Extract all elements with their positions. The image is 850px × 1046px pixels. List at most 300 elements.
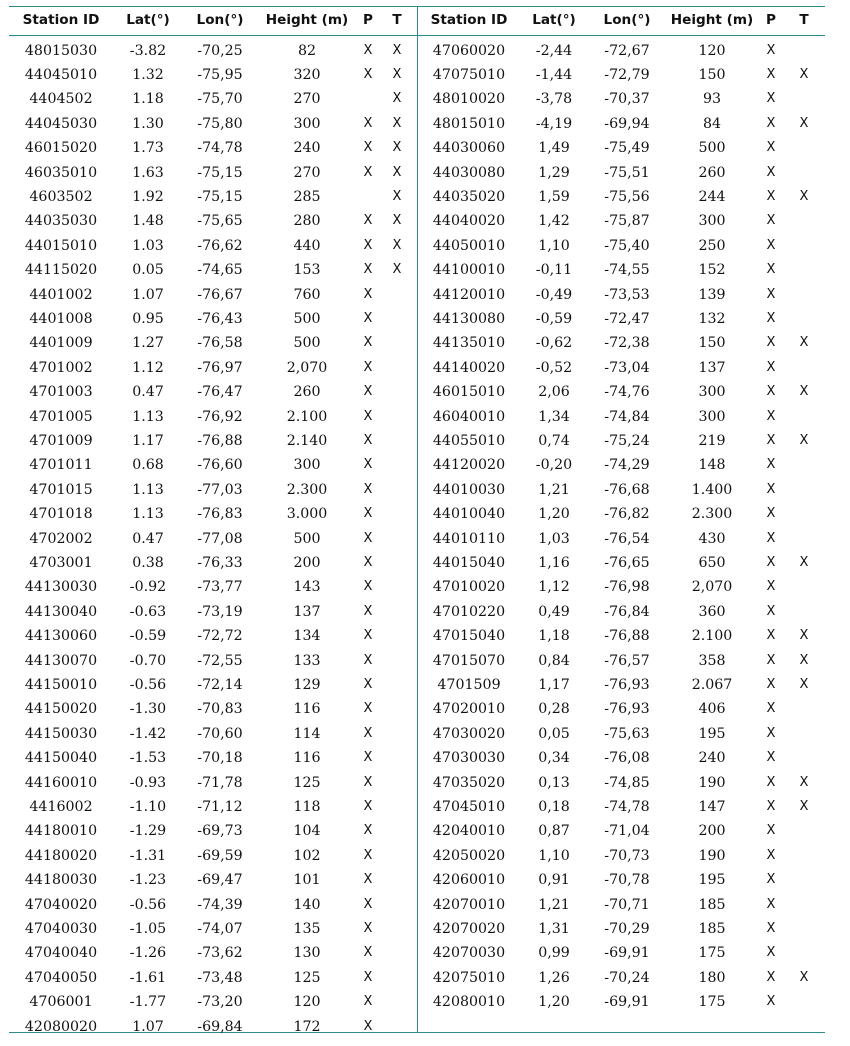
header-lat-right: Lat(°) [532, 12, 576, 28]
cell-id: 46015020 [24, 140, 98, 157]
cell-t [783, 697, 825, 721]
cell-id: 44180020 [24, 847, 98, 864]
cell-lon: -76,68 [604, 481, 650, 498]
cell-lon: -76,98 [604, 579, 650, 596]
cell-lat: -1.31 [129, 847, 167, 864]
header-lat-left: Lat(°) [126, 12, 170, 28]
cell-p: X [766, 66, 776, 82]
cell-height: 300 [698, 408, 726, 425]
cell-lon: -69,84 [197, 1018, 243, 1035]
cell-lon: -76,93 [604, 701, 650, 718]
cell-height: 114 [293, 725, 321, 742]
table-row [9, 722, 825, 746]
cell-t [783, 161, 825, 185]
cell-id: 42060010 [432, 872, 506, 889]
cell-id: 42070010 [432, 896, 506, 913]
cell-height: 104 [293, 823, 321, 840]
cell-lon: -74,85 [604, 774, 650, 791]
cell-lat: -1,44 [535, 66, 573, 83]
cell-height: 102 [293, 847, 321, 864]
cell-lon: -75,24 [604, 432, 650, 449]
cell-id: 47045010 [432, 798, 506, 815]
cell-height: 134 [293, 628, 321, 645]
cell-lat: 1.30 [132, 115, 164, 132]
cell-id: 4416002 [29, 798, 93, 815]
cell-id: 4401002 [29, 286, 93, 303]
cell-id: 47040030 [24, 920, 98, 937]
cell-lon: -75,15 [197, 188, 243, 205]
cell-p: X [766, 676, 776, 692]
cell-p: X [363, 823, 373, 839]
cell-height: 280 [293, 213, 321, 230]
table-row [9, 624, 825, 648]
cell-p: X [766, 237, 776, 253]
cell-id: 4701002 [29, 359, 93, 376]
cell-t [783, 87, 825, 111]
cell-height: 101 [293, 872, 321, 889]
cell-id: 44150020 [24, 701, 98, 718]
cell-height: 180 [698, 969, 726, 986]
cell-height: 500 [293, 310, 321, 327]
cell-lat: 0,13 [538, 774, 570, 791]
cell-p: X [766, 823, 776, 839]
cell-lon: -69,59 [197, 847, 243, 864]
header-p-left: P [363, 12, 373, 28]
cell-p: X [766, 920, 776, 936]
table-row [9, 771, 825, 795]
cell-lon: -72,67 [604, 42, 650, 59]
cell-id: 44015040 [432, 554, 506, 571]
cell-p: X [363, 66, 373, 82]
cell-lon: -74,07 [197, 920, 243, 937]
cell-lon: -73,19 [197, 603, 243, 620]
cell-id: 4702002 [29, 530, 93, 547]
cell-lon: -76,47 [197, 384, 243, 401]
cell-t: X [799, 115, 809, 131]
cell-id: 42050020 [432, 847, 506, 864]
cell-t [783, 453, 825, 477]
cell-lon: -76,82 [604, 506, 650, 523]
cell-lat: -0,20 [535, 457, 573, 474]
cell-p: X [363, 579, 373, 595]
cell-p: X [363, 750, 373, 766]
cell-id: 44140020 [432, 359, 506, 376]
cell-lat: 1.73 [132, 140, 164, 157]
cell-height: 150 [698, 66, 726, 83]
cell-id: 47015070 [432, 652, 506, 669]
cell-lat: 1,49 [538, 140, 570, 157]
cell-lon: -71,04 [604, 823, 650, 840]
cell-id: 44130040 [24, 603, 98, 620]
cell-lon: -75,40 [604, 237, 650, 254]
cell-lat: -1.26 [129, 945, 167, 962]
cell-id: 44030080 [432, 164, 506, 181]
header-height-right: Height (m) [670, 12, 754, 28]
cell-lon: -70,73 [604, 847, 650, 864]
cell-p: X [363, 262, 373, 278]
cell-lat: -0,52 [535, 359, 573, 376]
header-lon-right: Lon(°) [603, 12, 651, 28]
cell-height: 129 [293, 676, 321, 693]
cell-id: 44035030 [24, 213, 98, 230]
cell-id: 4701509 [437, 676, 501, 693]
cell-lat: 1,10 [538, 847, 570, 864]
cell-lon: -69,91 [604, 994, 650, 1011]
cell-height: 2.140 [286, 432, 328, 449]
cell-t: X [392, 237, 402, 253]
cell-height: 116 [293, 750, 321, 767]
cell-height: 500 [293, 335, 321, 352]
table-row [9, 380, 825, 404]
cell-lat: -1.53 [129, 750, 167, 767]
cell-lon: -73,53 [604, 286, 650, 303]
cell-height: 200 [293, 554, 321, 571]
cell-id: 48015010 [432, 115, 506, 132]
cell-lon: -69,91 [604, 945, 650, 962]
cell-id: 4701011 [29, 457, 93, 474]
cell-height: 125 [293, 969, 321, 986]
cell-id: 44120020 [432, 457, 506, 474]
cell-p: X [766, 750, 776, 766]
cell-t [783, 844, 825, 868]
cell-lat: 1.12 [132, 359, 164, 376]
cell-p: X [363, 603, 373, 619]
cell-lon: -72,14 [197, 676, 243, 693]
table-row [9, 209, 825, 233]
cell-lon: -73,48 [197, 969, 243, 986]
cell-t [783, 600, 825, 624]
cell-p: X [363, 335, 373, 351]
cell-p: X [766, 384, 776, 400]
cell-lat: 0,49 [538, 603, 570, 620]
cell-height: 240 [293, 140, 321, 157]
cell-id: 4603502 [29, 188, 93, 205]
cell-p: X [363, 408, 373, 424]
cell-id: 44050010 [432, 237, 506, 254]
table-row [9, 63, 825, 87]
table-row [9, 819, 825, 843]
cell-lon: -71,12 [197, 798, 243, 815]
cell-height: 3.000 [286, 506, 328, 523]
cell-p: X [766, 872, 776, 888]
cell-id: 48015030 [24, 42, 98, 59]
cell-t [783, 39, 825, 63]
cell-id: 47010220 [432, 603, 506, 620]
table-row [9, 453, 825, 477]
cell-height: 650 [698, 554, 726, 571]
cell-height: 153 [293, 262, 321, 279]
cell-lat: 1.13 [132, 481, 164, 498]
cell-lon: -74,65 [197, 262, 243, 279]
cell-p: X [363, 115, 373, 131]
cell-id: 47020010 [432, 701, 506, 718]
table-row [9, 429, 825, 453]
cell-p: X [363, 457, 373, 473]
cell-p: X [363, 140, 373, 156]
cell-lat: 0,28 [538, 701, 570, 718]
cell-lat: 0,34 [538, 750, 570, 767]
cell-id: 4401008 [29, 310, 93, 327]
cell-lat: 1.13 [132, 408, 164, 425]
cell-p: X [766, 603, 776, 619]
cell-lat: 1.03 [132, 237, 164, 254]
cell-height: 2,070 [286, 359, 328, 376]
cell-t [379, 1015, 415, 1039]
cell-t: X [799, 798, 809, 814]
cell-lon: -75,51 [604, 164, 650, 181]
cell-lon: -76,88 [604, 628, 650, 645]
cell-height: 406 [698, 701, 726, 718]
cell-lon: -76,58 [197, 335, 243, 352]
cell-t: X [799, 969, 809, 985]
cell-p: X [766, 164, 776, 180]
cell-lon: -76,08 [604, 750, 650, 767]
cell-height: 120 [698, 42, 726, 59]
cell-t [783, 502, 825, 526]
cell-lat: 0.05 [132, 262, 164, 279]
cell-p: X [766, 115, 776, 131]
cell-id: 4701003 [29, 384, 93, 401]
table-row [9, 649, 825, 673]
cell-id: 44055010 [432, 432, 506, 449]
cell-lat: 1,59 [538, 188, 570, 205]
table-row [9, 941, 825, 965]
table-row [9, 746, 825, 770]
cell-p: X [766, 774, 776, 790]
cell-id: 47040020 [24, 896, 98, 913]
cell-lon: -70,60 [197, 725, 243, 742]
cell-t [783, 234, 825, 258]
table-row [9, 136, 825, 160]
cell-lon: -76,97 [197, 359, 243, 376]
cell-lon: -73,62 [197, 945, 243, 962]
cell-p: X [363, 481, 373, 497]
cell-t: X [392, 66, 402, 82]
cell-height: 190 [698, 847, 726, 864]
cell-p: X [363, 676, 373, 692]
cell-t: X [799, 335, 809, 351]
cell-t [783, 746, 825, 770]
cell-lat: 0,87 [538, 823, 570, 840]
cell-lon: -73,20 [197, 994, 243, 1011]
cell-height: 300 [698, 213, 726, 230]
cell-t [783, 575, 825, 599]
cell-lon: -75,56 [604, 188, 650, 205]
header-lon-left: Lon(°) [196, 12, 244, 28]
cell-lat: -0.63 [129, 603, 167, 620]
cell-lon: -76,54 [604, 530, 650, 547]
cell-lat: 1,21 [538, 896, 570, 913]
cell-height: 82 [297, 42, 317, 59]
cell-p: X [766, 432, 776, 448]
cell-height: 137 [293, 603, 321, 620]
cell-id: 47075010 [432, 66, 506, 83]
cell-t [783, 136, 825, 160]
cell-lat: 1,20 [538, 994, 570, 1011]
cell-id: 44130080 [432, 310, 506, 327]
cell-lon: -74,39 [197, 896, 243, 913]
cell-height: 195 [698, 725, 726, 742]
cell-lat: -3.82 [129, 42, 167, 59]
cell-lon: -69,94 [604, 115, 650, 132]
cell-height: 300 [293, 457, 321, 474]
cell-t [783, 307, 825, 331]
cell-lat: -0,49 [535, 286, 573, 303]
cell-lat: 1.92 [132, 188, 164, 205]
cell-lat: 1,12 [538, 579, 570, 596]
cell-p: X [766, 896, 776, 912]
cell-p: X [363, 920, 373, 936]
cell-lat: -3,78 [535, 91, 573, 108]
cell-t [783, 356, 825, 380]
cell-id: 47035020 [432, 774, 506, 791]
cell-id: 4401009 [29, 335, 93, 352]
cell-id: 44120010 [432, 286, 506, 303]
cell-id: 47010020 [432, 579, 506, 596]
cell-height: 130 [293, 945, 321, 962]
cell-height: 2.100 [286, 408, 328, 425]
cell-p: X [766, 530, 776, 546]
cell-id: 42075010 [432, 969, 506, 986]
cell-lat: 1,10 [538, 237, 570, 254]
cell-height: 125 [293, 774, 321, 791]
cell-height: 93 [702, 91, 722, 108]
cell-lon: -76,43 [197, 310, 243, 327]
cell-id: 48010020 [432, 91, 506, 108]
cell-lat: -1.05 [129, 920, 167, 937]
cell-lon: -71,78 [197, 774, 243, 791]
cell-lon: -77,03 [197, 481, 243, 498]
cell-lat: 1.13 [132, 506, 164, 523]
cell-lon: -74,29 [604, 457, 650, 474]
cell-p: X [363, 994, 373, 1010]
cell-p: X [766, 335, 776, 351]
cell-id: 44150010 [24, 676, 98, 693]
cell-p: X [766, 701, 776, 717]
cell-p: X [363, 42, 373, 58]
cell-height: 175 [698, 945, 726, 962]
cell-height: 2.100 [691, 628, 733, 645]
cell-lon: -76,65 [604, 554, 650, 571]
cell-id: 44035020 [432, 188, 506, 205]
cell-lon: -70,37 [604, 91, 650, 108]
cell-height: 172 [293, 1018, 321, 1035]
cell-p: X [363, 896, 373, 912]
cell-height: 260 [698, 164, 726, 181]
cell-lat: 1,18 [538, 628, 570, 645]
cell-lon: -75,70 [197, 91, 243, 108]
cell-height: 185 [698, 920, 726, 937]
cell-id: 44045030 [24, 115, 98, 132]
table-row [9, 405, 825, 429]
cell-id: 47030030 [432, 750, 506, 767]
cell-t: X [799, 628, 809, 644]
cell-p: X [363, 506, 373, 522]
cell-p: X [363, 628, 373, 644]
cell-p: X [363, 213, 373, 229]
cell-lon: -76,67 [197, 286, 243, 303]
cell-lon: -75,63 [604, 725, 650, 742]
cell-t: X [799, 384, 809, 400]
cell-height: 270 [293, 164, 321, 181]
cell-p: X [363, 286, 373, 302]
cell-lat: -1.29 [129, 823, 167, 840]
cell-id: 4701018 [29, 506, 93, 523]
cell-height: 760 [293, 286, 321, 303]
cell-id: 44160010 [24, 774, 98, 791]
cell-p: X [766, 798, 776, 814]
cell-p: X [363, 798, 373, 814]
cell-height: 140 [293, 896, 321, 913]
cell-height: 137 [698, 359, 726, 376]
cell-id: 42070030 [432, 945, 506, 962]
cell-height: 270 [293, 91, 321, 108]
cell-p: X [766, 554, 776, 570]
cell-id: 42070020 [432, 920, 506, 937]
cell-height: 139 [698, 286, 726, 303]
table-row [9, 258, 825, 282]
cell-id: 46040010 [432, 408, 506, 425]
cell-lat: 1,20 [538, 506, 570, 523]
table-row [9, 893, 825, 917]
cell-height: 135 [293, 920, 321, 937]
cell-height: 500 [698, 140, 726, 157]
cell-id: 4706001 [29, 994, 93, 1011]
cell-height: 320 [293, 66, 321, 83]
cell-id: 44010030 [432, 481, 506, 498]
cell-lat: 0.95 [132, 310, 164, 327]
cell-lat: 1,34 [538, 408, 570, 425]
cell-lat: -2,44 [535, 42, 573, 59]
cell-p: X [766, 969, 776, 985]
cell-id: 44045010 [24, 66, 98, 83]
cell-t [783, 478, 825, 502]
table-row [9, 527, 825, 551]
cell-t [783, 941, 825, 965]
cell-id: 42080020 [24, 1018, 98, 1035]
cell-lon: -70,24 [604, 969, 650, 986]
cell-height: 143 [293, 579, 321, 596]
cell-t [783, 990, 825, 1014]
cell-lon: -75,49 [604, 140, 650, 157]
cell-p: X [363, 530, 373, 546]
cell-lon: -77,08 [197, 530, 243, 547]
cell-height: 148 [698, 457, 726, 474]
cell-p: X [766, 652, 776, 668]
cell-p: X [766, 188, 776, 204]
cell-t: X [392, 188, 402, 204]
cell-lat: 1,26 [538, 969, 570, 986]
cell-height: 2.300 [691, 506, 733, 523]
table-row [9, 185, 825, 209]
cell-lat: 1,42 [538, 213, 570, 230]
cell-lon: -70,78 [604, 872, 650, 889]
cell-id: 44180030 [24, 872, 98, 889]
cell-lon: -76,60 [197, 457, 243, 474]
cell-lon: -75,15 [197, 164, 243, 181]
cell-lon: -76,93 [604, 676, 650, 693]
cell-lon: -70,71 [604, 896, 650, 913]
cell-lat: 0,99 [538, 945, 570, 962]
cell-lat: 0,91 [538, 872, 570, 889]
table-row [9, 697, 825, 721]
cell-lat: 0.47 [132, 384, 164, 401]
cell-lat: 0.38 [132, 554, 164, 571]
cell-t: X [392, 213, 402, 229]
cell-id: 44130060 [24, 628, 98, 645]
cell-lat: 1,21 [538, 481, 570, 498]
cell-height: 116 [293, 701, 321, 718]
